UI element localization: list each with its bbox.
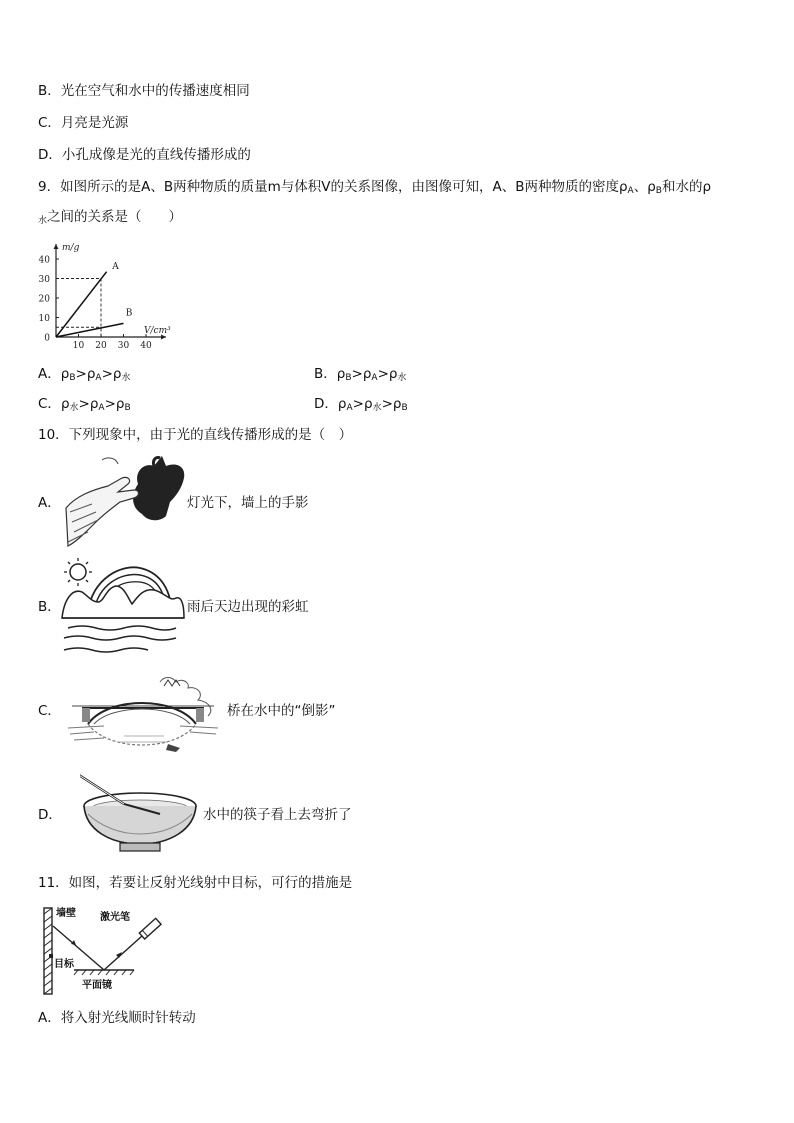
y-tick-label: 10 [38, 314, 50, 324]
q10-option-a-caption: 灯光下，墙上的手影 [187, 495, 309, 511]
q9-option-c: C．$\rho_水>\rho_A>\rho_B$ [38, 396, 131, 413]
graph-layer [39, 243, 172, 351]
series-label-a: A [112, 261, 119, 272]
rainbow-image [58, 556, 188, 660]
series-line-b [56, 323, 124, 337]
hand-shadow-image [62, 452, 186, 550]
q11-stem: 11．如图，若要让反射光线射中目标，可行的措施是 [38, 875, 353, 891]
q9-stem-line2: $_水$之间的关系是（ ） [38, 209, 183, 226]
bridge-reflection-image [64, 674, 222, 756]
q10-option-c-caption: 桥在水中的“倒影” [227, 703, 336, 719]
q8-option-b: B．光在空气和水中的传播速度相同 [38, 83, 250, 99]
x-tick-label: 40 [140, 341, 152, 351]
q10-option-b-label: B． [38, 599, 61, 615]
q8-option-c: C．月亮是光源 [38, 115, 129, 131]
y-tick-label: 0 [44, 333, 50, 344]
chopsticks-bowl-image [80, 764, 202, 856]
x-tick-label: 10 [72, 341, 85, 351]
q10-option-b-caption: 雨后天边出现的彩虹 [187, 599, 309, 615]
laser-pen-label: 激光笔 [100, 912, 130, 923]
y-tick-label: 20 [38, 294, 50, 305]
y-tick-label: 40 [38, 255, 50, 266]
q8-option-d: D．小孔成像是光的直线传播形成的 [38, 147, 251, 163]
q9-option-d: D．$\rho_A>\rho_水>\rho_B$ [314, 396, 408, 413]
q9-stem-line1: 9．如图所示的是A、B两种物质的质量m与体积V的关系图像，由图像可知，A、B两种物质的密度$\rho_A$、$\rho_B$和水的ρ [38, 179, 712, 196]
q11-option-a: A．将入射光线顺时针转动 [38, 1010, 196, 1026]
y-tick-label: 30 [38, 275, 50, 285]
x-tick-label: 20 [95, 341, 107, 351]
q10-option-c-label: C． [38, 703, 61, 719]
q10-option-a-label: A． [38, 495, 61, 511]
wall-label: 墙壁 [56, 908, 76, 919]
y-axis-label: m/g [62, 243, 80, 253]
q9-option-b: B．$\rho_B>\rho_A>\rho_水$ [314, 366, 407, 383]
laser-mirror-figure [38, 904, 162, 998]
y-axis-arrow [54, 244, 59, 249]
x-tick-label: 30 [117, 341, 130, 351]
q9-mass-volume-graph [30, 240, 200, 352]
q10-option-d-label: D． [38, 807, 62, 823]
q9-option-a: A．$\rho_B>\rho_A>\rho_水$ [38, 366, 131, 383]
mirror-label: 平面镜 [82, 980, 112, 991]
x-axis-label: V/cm³ [144, 326, 171, 336]
target-label: 目标 [54, 959, 74, 970]
q10-option-d-caption: 水中的筷子看上去弯折了 [203, 807, 352, 823]
series-label-b: B [125, 308, 133, 319]
q10-stem: 10．下列现象中，由于光的直线传播形成的是（ ） [38, 427, 353, 443]
